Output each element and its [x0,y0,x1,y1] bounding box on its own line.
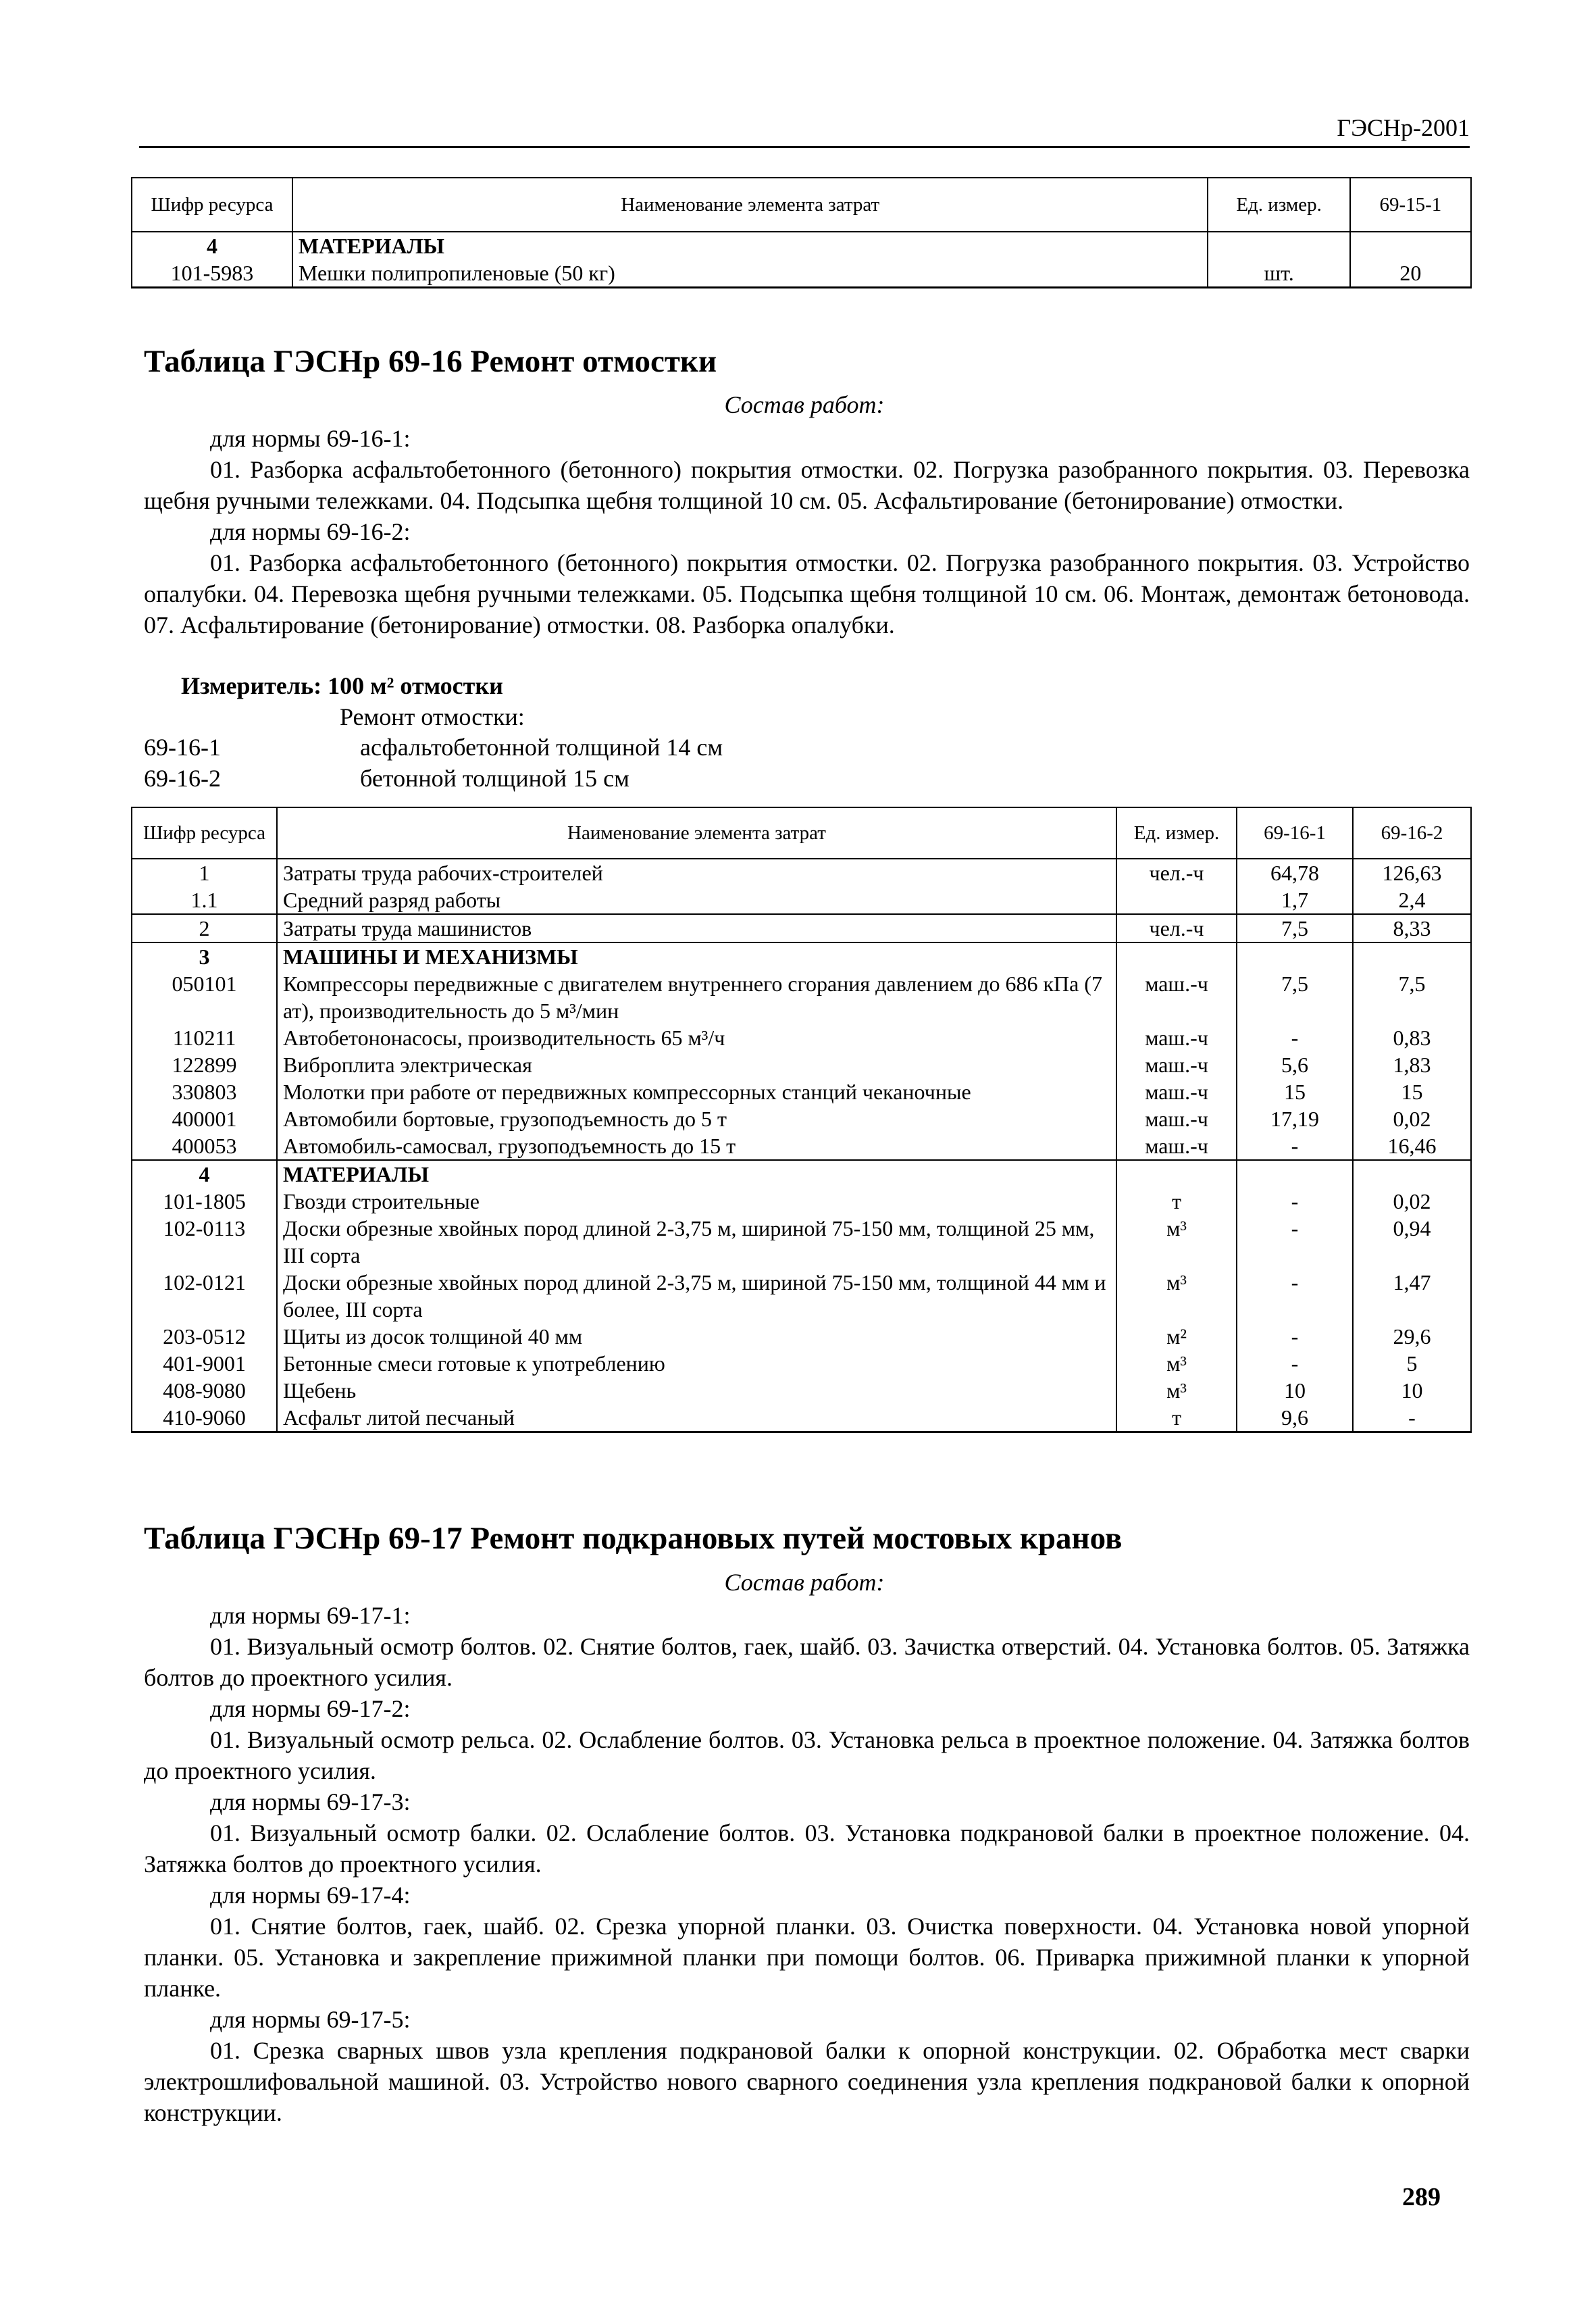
norm-desc: бетонной толщиной 15 см [360,765,629,792]
table-row [132,914,1471,942]
norm-text: 01. Визуальный осмотр рельса. 02. Ослабление болтов. 03. Установка рельса в проектное положение. 04. Затяжка болтов до проектного усилия. [144,1726,1470,1784]
table-row [132,1105,1471,1132]
value-69-16-2: - [1353,1404,1471,1432]
resource-name: Доски обрезные хвойных пород длиной 2-3,75 м, шириной 75-150 мм, толщиной 25 мм, III сорта [277,1215,1116,1269]
resource-code: 203-0512 [132,1323,277,1350]
table-row [132,1404,1471,1432]
column-header: Наименование элемента затрат [277,807,1116,859]
table-row [132,1269,1471,1323]
table-row [132,1160,1471,1188]
value-69-16-1: 17,19 [1237,1105,1353,1132]
resource-name: Затраты труда рабочих-строителей [277,859,1116,886]
value-69-16-2: 1,83 [1353,1051,1471,1078]
resource-name: Автомобили бортовые, грузоподъемность до 5 т [277,1105,1116,1132]
norm-text: 01. Снятие болтов, гаек, шайб. 02. Срезка упорной планки. 03. Очистка поверхности. 04. Установка новой упорной планки. 05. Установка и закрепление прижимной планки при помощи болтов. 06. Приварка прижимной планки к упорной планке. [144,1913,1470,2002]
column-header: 69-15-1 [1350,178,1471,232]
value-69-16-2: 0,94 [1353,1215,1471,1269]
resource-name: Затраты труда машинистов [277,914,1116,942]
resource-code: 400001 [132,1105,277,1132]
resource-name: Бетонные смеси готовые к употреблению [277,1350,1116,1377]
value-69-16-1: 5,6 [1237,1051,1353,1078]
resource-code: 4 [132,232,292,259]
resource-code: 4 [132,1160,277,1188]
resource-code: 1.1 [132,886,277,914]
resource-name: Асфальт литой песчаный [277,1404,1116,1432]
resource-unit: маш.-ч [1116,1132,1237,1160]
resource-code: 400053 [132,1132,277,1160]
document-code-header: ГЭСНр-2001 [1337,114,1470,141]
resource-unit [1116,942,1237,970]
work-composition-heading: Состав работ: [724,391,885,418]
value-69-16-1 [1237,942,1353,970]
table-row [132,1377,1471,1404]
resource-unit: шт. [1208,259,1349,288]
value-69-16-1: - [1237,1024,1353,1051]
resource-unit: м³ [1116,1377,1237,1404]
table-row [132,259,1471,288]
table-row [132,1078,1471,1105]
resource-unit: маш.-ч [1116,970,1237,1024]
resource-unit: т [1116,1404,1237,1432]
t17-work-description [144,1600,1470,2128]
norm-label: для нормы 69-17-3: [210,1788,411,1815]
table-69-16-title: Таблица ГЭСНр 69-16 Ремонт отмостки [144,344,717,379]
table-row [132,1024,1471,1051]
norm-line [144,733,723,761]
norm-desc: асфальтобетонной толщиной 14 см [360,734,723,761]
value-69-16-1: - [1237,1132,1353,1160]
resource-unit: м³ [1116,1215,1237,1269]
resource-code: 102-0113 [132,1215,277,1269]
resource-code: 410-9060 [132,1404,277,1432]
table-row [132,1350,1471,1377]
measurement-unit: Измеритель: 100 м² отмостки [181,672,503,699]
resource-name: МАТЕРИАЛЫ [277,1160,1116,1188]
value-69-16-1: 1,7 [1237,886,1353,914]
column-header: Наименование элемента затрат [292,178,1208,232]
resource-code: 408-9080 [132,1377,277,1404]
value-69-16-2: 7,5 [1353,970,1471,1024]
column-header: Ед. измер. [1116,807,1237,859]
resource-unit: м³ [1116,1269,1237,1323]
norm-text: 01. Разборка асфальтобетонного (бетонного) покрытия отмостки. 02. Погрузка разобранного покрытия. 03. Перевозка щебня ручными тележками. 04. Подсыпка щебня толщиной 10 см. 05. Асфальтирование (бетонирование) отмостки. [144,456,1470,514]
column-header: 69-16-1 [1237,807,1353,859]
resource-unit [1116,886,1237,914]
value-69-16-2 [1353,1160,1471,1188]
resource-code: 050101 [132,970,277,1024]
resource-name: Гвозди строительные [277,1188,1116,1215]
resource-unit [1116,1160,1237,1188]
resource-code: 101-1805 [132,1188,277,1215]
norm-label: для нормы 69-17-5: [210,2006,411,2033]
resource-value [1350,232,1471,259]
value-69-16-1: - [1237,1323,1353,1350]
resource-unit: чел.-ч [1116,859,1237,886]
norm-label: для нормы 69-16-1: [210,425,411,452]
value-69-16-1: 7,5 [1237,970,1353,1024]
value-69-16-2: 0,02 [1353,1188,1471,1215]
norm-text: 01. Срезка сварных швов узла крепления подкрановой балки к опорной конструкции. 02. Обработка мест сварки электрошлифовальной машиной. 03. Устройство нового сварного соединения узла крепления подкрановой балки к опорной конструкции. [144,2037,1470,2126]
column-header: 69-16-2 [1353,807,1471,859]
value-69-16-2: 8,33 [1353,914,1471,942]
resource-name: Компрессоры передвижные с двигателем внутреннего сгорания давлением до 686 кПа (7 ат), производительность до 5 м³/мин [277,970,1116,1024]
resource-name: Автомобиль-самосвал, грузоподъемность до 15 т [277,1132,1116,1160]
resource-code: 3 [132,942,277,970]
value-69-16-1: 9,6 [1237,1404,1353,1432]
table-row [132,1215,1471,1269]
norm-text: 01. Визуальный осмотр болтов. 02. Снятие болтов, гаек, шайб. 03. Зачистка отверстий. 04. Установка болтов. 05. Затяжка болтов до проектного усилия. [144,1633,1470,1691]
resource-unit: маш.-ч [1116,1078,1237,1105]
value-69-16-1: - [1237,1215,1353,1269]
value-69-16-2: 0,83 [1353,1024,1471,1051]
resource-unit: маш.-ч [1116,1051,1237,1078]
value-69-16-1: 7,5 [1237,914,1353,942]
header-rule [139,146,1470,148]
table-row [132,970,1471,1024]
norm-code: 69-16-1 [144,734,221,761]
value-69-16-2: 29,6 [1353,1323,1471,1350]
resource-name: Молотки при работе от передвижных компрессорных станций чеканочные [277,1078,1116,1105]
value-69-16-1: 15 [1237,1078,1353,1105]
resource-unit: т [1116,1188,1237,1215]
norm-text: 01. Визуальный осмотр балки. 02. Ослабление болтов. 03. Установка подкрановой балки в проектное положение. 04. Затяжка болтов до проектного усилия. [144,1819,1470,1878]
table-row [132,1188,1471,1215]
value-69-16-2: 10 [1353,1377,1471,1404]
norm-label: для нормы 69-16-2: [210,518,411,545]
resource-name: Щебень [277,1377,1116,1404]
resource-value: 20 [1350,259,1471,288]
page-number: 289 [1402,2183,1441,2211]
value-69-16-1: - [1237,1188,1353,1215]
resource-name: Мешки полипропиленовые (50 кг) [292,259,1208,288]
value-69-16-2: 126,63 [1353,859,1471,886]
value-69-16-2: 5 [1353,1350,1471,1377]
value-69-16-1: - [1237,1350,1353,1377]
norm-line [144,764,629,793]
column-header: Ед. измер. [1208,178,1349,232]
table-row [132,1323,1471,1350]
resource-unit: маш.-ч [1116,1024,1237,1051]
resource-name: Автобетононасосы, производительность 65 м³/ч [277,1024,1116,1051]
resource-unit: м³ [1116,1350,1237,1377]
resource-code: 2 [132,914,277,942]
resource-name: Доски обрезные хвойных пород длиной 2-3,75 м, шириной 75-150 мм, толщиной 44 мм и более, III сорта [277,1269,1116,1323]
resource-name: МАШИНЫ И МЕХАНИЗМЫ [277,942,1116,970]
table-row [132,859,1471,886]
value-69-16-2: 1,47 [1353,1269,1471,1323]
resource-unit: маш.-ч [1116,1105,1237,1132]
norm-label: для нормы 69-17-4: [210,1882,411,1909]
t16-work-description [144,423,1470,640]
work-composition-heading: Состав работ: [724,1569,885,1596]
value-69-16-2 [1353,942,1471,970]
column-header: Шифр ресурса [132,807,277,859]
table-row [132,232,1471,259]
value-69-16-1: 10 [1237,1377,1353,1404]
resource-code: 110211 [132,1024,277,1051]
resource-name: Средний разряд работы [277,886,1116,914]
resource-code: 101-5983 [132,259,292,288]
table-body [132,859,1471,1432]
table-row [132,886,1471,914]
resource-code: 1 [132,859,277,886]
table-69-17-title: Таблица ГЭСНр 69-17 Ремонт подкрановых путей мостовых кранов [144,1521,1123,1556]
value-69-16-1: - [1237,1269,1353,1323]
resource-code: 122899 [132,1051,277,1078]
norm-label: для нормы 69-17-1: [210,1602,411,1629]
resource-name: МАТЕРИАЛЫ [292,232,1208,259]
resource-unit: м² [1116,1323,1237,1350]
norm-text: 01. Разборка асфальтобетонного (бетонного) покрытия отмостки. 02. Погрузка разобранного покрытия. 03. Устройство опалубки. 04. Перевозка щебня ручными тележками. 05. Подсыпка щебня толщиной 10 см. 06. Монтаж, демонтаж бетоновода. 07. Асфальтирование (бетонирование) отмостки. 08. Разборка опалубки. [144,549,1470,638]
table-69-16 [131,807,1472,1433]
resource-unit: чел.-ч [1116,914,1237,942]
value-69-16-2: 2,4 [1353,886,1471,914]
resource-code: 401-9001 [132,1350,277,1377]
resource-code: 330803 [132,1078,277,1105]
table-row [132,942,1471,970]
resource-code: 102-0121 [132,1269,277,1323]
value-69-16-2: 16,46 [1353,1132,1471,1160]
table-row [132,1051,1471,1078]
value-69-16-1: 64,78 [1237,859,1353,886]
norm-code: 69-16-2 [144,765,221,792]
value-69-16-2: 0,02 [1353,1105,1471,1132]
column-header: Шифр ресурса [132,178,292,232]
value-69-16-1 [1237,1160,1353,1188]
resource-unit [1208,232,1349,259]
table-69-15-continuation [131,177,1472,288]
norm-label: для нормы 69-17-2: [210,1695,411,1722]
resource-name: Виброплита электрическая [277,1051,1116,1078]
value-69-16-2: 15 [1353,1078,1471,1105]
table-row [132,1132,1471,1160]
resource-name: Щиты из досок толщиной 40 мм [277,1323,1116,1350]
repair-subject: Ремонт отмостки: [340,703,525,730]
